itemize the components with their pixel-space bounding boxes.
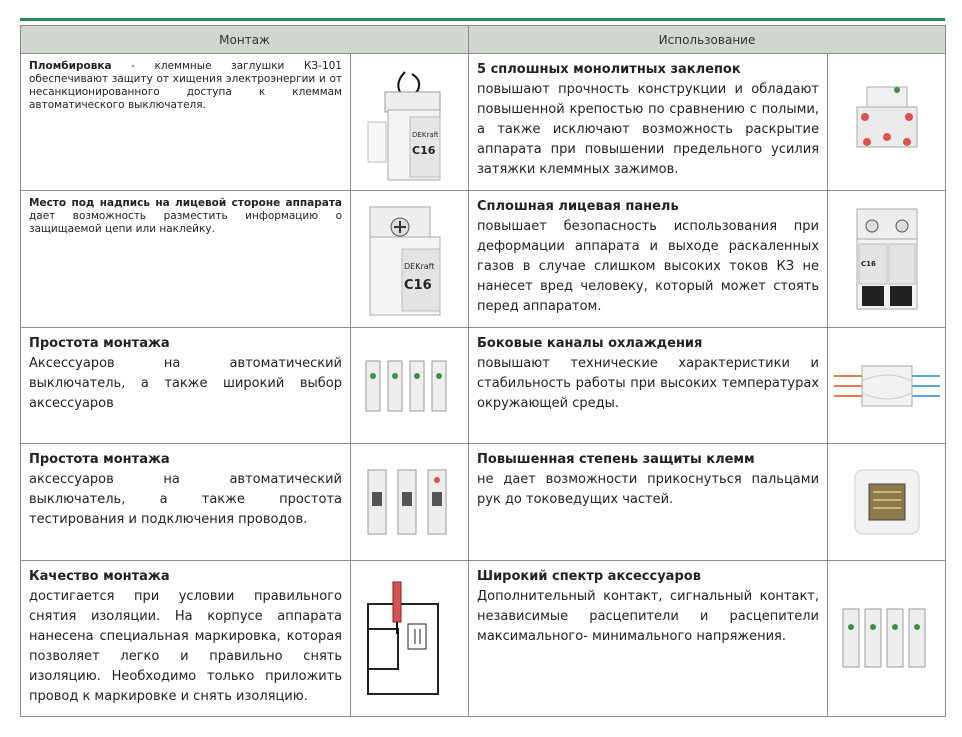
feature-title: Место под надпись на лицевой стороне аппарата <box>29 197 342 209</box>
feature-text: - клеммные заглушки КЗ-101 обеспечивают защиту от хищения электроэнергии и от несанкционированного доступа к клеммам автоматического выключателя. <box>29 60 342 111</box>
features-table <box>20 25 946 717</box>
cell-mount-image <box>351 191 469 328</box>
cell-mount-image <box>351 54 469 191</box>
header-use: Использование <box>469 26 946 54</box>
cell-use-text <box>469 191 828 328</box>
cell-use-image <box>828 191 946 328</box>
header-row <box>21 26 946 54</box>
rating-label: C16 <box>411 144 435 157</box>
cell-use-text <box>469 561 828 717</box>
table-row <box>21 444 946 561</box>
feature-text: повышает безопасность использования при деформации аппарата и выходе раскаленных газов в случае слишком высоких токов КЗ не нанесет вред человеку, который может стоять перед аппаратом. <box>477 219 820 314</box>
feature-title: 5 сплошных монолитных заклепок <box>477 62 741 77</box>
cell-use-image <box>828 54 946 191</box>
table-row <box>21 561 946 717</box>
cell-use-image <box>828 328 946 444</box>
cell-mount-image <box>351 444 469 561</box>
terminal-protection-image <box>847 462 927 542</box>
brand-label: DEKraft <box>403 262 434 271</box>
feature-title: Боковые каналы охлаждения <box>477 336 703 351</box>
rating-label: C16 <box>403 278 432 293</box>
cooling-channels-image <box>832 351 942 421</box>
feature-text: не дает возможности прикоснуться пальцами рук до токоведущих частей. <box>477 472 820 507</box>
feature-text: достигается при условии правильного снятия изоляции. На корпусе аппарата нанесена специальная маркировка, которая позволяет легко и правильно снять изоляцию. Необходимо только приложить провод к маркировке и снять изоляцию. <box>29 589 342 704</box>
cell-mount-text <box>21 444 351 561</box>
rating-label: C16 <box>860 260 876 268</box>
feature-title: Простота монтажа <box>29 336 170 351</box>
cell-use-text <box>469 444 828 561</box>
cell-mount-image <box>351 328 469 444</box>
accessories-range-image <box>837 599 937 679</box>
feature-text: повышают прочность конструкции и обладают повышенной крепостью по сравнению с полыми, а также исключают возможность раскрытие аппарата при повышении предельного усилия затяжки клеммных зажимов. <box>477 82 820 177</box>
table-row <box>21 54 946 191</box>
table-row <box>21 328 946 444</box>
header-mount: Монтаж <box>21 26 469 54</box>
cell-mount-image <box>351 561 469 717</box>
feature-text: Дополнительный контакт, сигнальный контакт, независимые расцепители и расцепители максимального- минимального напряжения. <box>477 589 820 644</box>
feature-text: дает возможность разместить информацию о защищаемой цепи или наклейку. <box>29 210 342 235</box>
rivets-image <box>837 72 937 172</box>
cell-mount-text <box>21 191 351 328</box>
cell-mount-text <box>21 54 351 191</box>
feature-title: Простота монтажа <box>29 452 170 467</box>
accessories-testing-image <box>360 462 460 542</box>
brand-label: DEKraft <box>411 131 439 139</box>
stripping-marking-image <box>360 574 460 704</box>
breaker-seal-image <box>360 62 460 182</box>
cell-use-image <box>828 561 946 717</box>
cell-mount-text <box>21 561 351 717</box>
breaker-label-image <box>360 199 460 319</box>
cell-use-text <box>469 328 828 444</box>
feature-text: Аксессуаров на автоматический выключатель, а также широкий выбор аксессуаров <box>29 356 342 411</box>
feature-title: Пломбировка <box>29 60 112 72</box>
feature-title: Повышенная степень защиты клемм <box>477 452 755 467</box>
feature-text: повышают технические характеристики и стабильность работы при высоких температурах окружающей среды. <box>477 356 820 411</box>
table-row <box>21 191 946 328</box>
feature-title: Качество монтажа <box>29 569 170 584</box>
cell-mount-text <box>21 328 351 444</box>
accessories-image <box>360 351 460 421</box>
front-panel-image <box>837 204 937 314</box>
cell-use-text <box>469 54 828 191</box>
cell-use-image <box>828 444 946 561</box>
feature-title: Сплошная лицевая панель <box>477 199 679 214</box>
top-rule <box>20 18 945 21</box>
feature-title: Широкий спектр аксессуаров <box>477 569 701 584</box>
feature-text: аксессуаров на автоматический выключатель, а также простота тестирования и подключения проводов. <box>29 472 342 527</box>
